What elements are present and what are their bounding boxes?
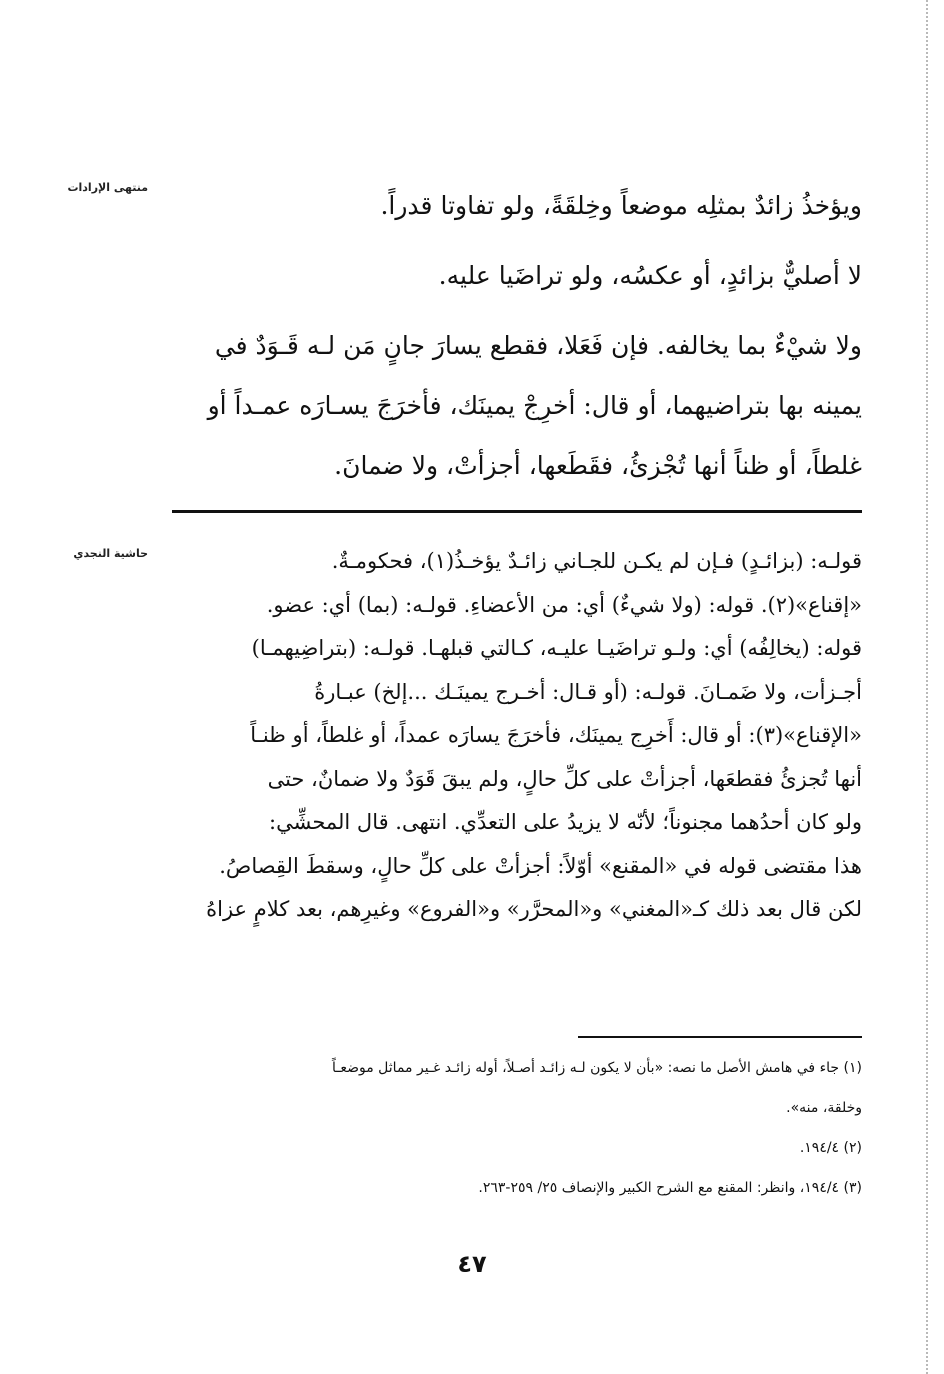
commentary-line: أجـزأت، ولا ضَمـانَ. قولـه: (أو قـال: أخـرج يمينَـك ...إلخ) عبـارةُ <box>314 679 862 704</box>
commentary-line: لكن قال بعد ذلك كـ«المغني» و«المحرَّر» و«الفروع» وغيرِهم، بعد كلامٍ عزاهُ <box>206 897 862 921</box>
main-line: لا أصليٌّ بزائدٍ، أو عكسُه، ولو تراضَيا عليه. <box>438 261 862 290</box>
footnote-1-continued: وخلقة، منه». <box>786 1100 862 1116</box>
commentary-title-label: حاشية النجدي <box>73 547 148 560</box>
footnote-1: (١) جاء في هامش الأصل ما نصه: «بأن لا يكون لـه زائـد أصـلاً، أوله زائـد غـير مماثل موضعـاً <box>331 1060 862 1076</box>
commentary-line: هذا مقتضى قوله في «المقنع» أوّلاً: أجزأتْ على كلِّ حالٍ، وسقطَ القِصاصُ. <box>219 853 862 878</box>
commentary-line: قولـه: (بزائـدٍ) فـإن لم يكـن للجـاني زائـدٌ يؤخـذُ(١)، فحكومـةٌ. <box>331 549 862 573</box>
commentary-line: «إقناع»(٢). قوله: (ولا شيءٌ) أي: من الأعضاءِ. قولـه: (بما) أي: عضو. <box>266 592 862 617</box>
main-paragraph-3 <box>168 316 862 496</box>
main-line: ويؤخذُ زائدٌ بمثلِه موضعاً وخِلقَةً، ولو تفاوتا قدراً. <box>380 191 862 220</box>
footnotes <box>168 1048 862 1208</box>
commentary-line: أنها تُجزئُ فقطعَها، أجزأتْ على كلِّ حالٍ، ولم يبقَ قَوَدٌ ولا ضمانٌ، حتى <box>267 766 862 791</box>
footnote-2: (٢) ١٩٤/٤. <box>799 1140 862 1156</box>
commentary-line: ولو كان أحدُهما مجنوناً؛ لأنّه لا يزيدُ على التعدِّي. انتهى. قال المحشِّي: <box>269 810 862 834</box>
book-title-label: منتهى الإرادات <box>67 181 148 194</box>
commentary-text <box>168 540 862 932</box>
footnote-divider <box>578 1036 862 1038</box>
main-line: يمينه بها بتراضيهما، أو قال: أخرِجْ يمينَك، فأخرَجَ يسـارَه عمـداً أو <box>207 391 862 420</box>
main-line: غلطاً، أو ظناً أنها تُجْزئُ، فقَطَعها، أجزأتْ، ولا ضمانَ. <box>334 451 862 480</box>
commentary-line: «الإقناع»(٣): أو قال: أَخرِج يمينَك، فأخرَجَ يسارَه عمداً، أو غلطاً، أو ظنـاً <box>250 723 862 747</box>
footnote-3: (٣) ١٩٤/٤، وانظر: المقنع مع الشرح الكبير والإنصاف ٢٥/ ٢٥٩-٢٦٣. <box>478 1180 862 1196</box>
main-paragraph-2 <box>168 246 862 306</box>
binding-edge-dots <box>926 0 928 1374</box>
main-text <box>168 176 862 496</box>
main-commentary-divider <box>172 510 862 513</box>
page-number: ٤٧ <box>457 1250 487 1278</box>
main-line: ولا شيْءٌ بما يخالفه. فإن فَعَلا، فقطع يسارَ جانٍ مَن لـه قَـوَدٌ في <box>214 331 862 360</box>
main-paragraph-1 <box>168 176 862 236</box>
commentary-line: قوله: (يخالِفُه) أي: ولـو تراضَيـا عليـه، كـالتي قبلهـا. قولـه: (بتراضِيهمـا) <box>251 636 862 660</box>
